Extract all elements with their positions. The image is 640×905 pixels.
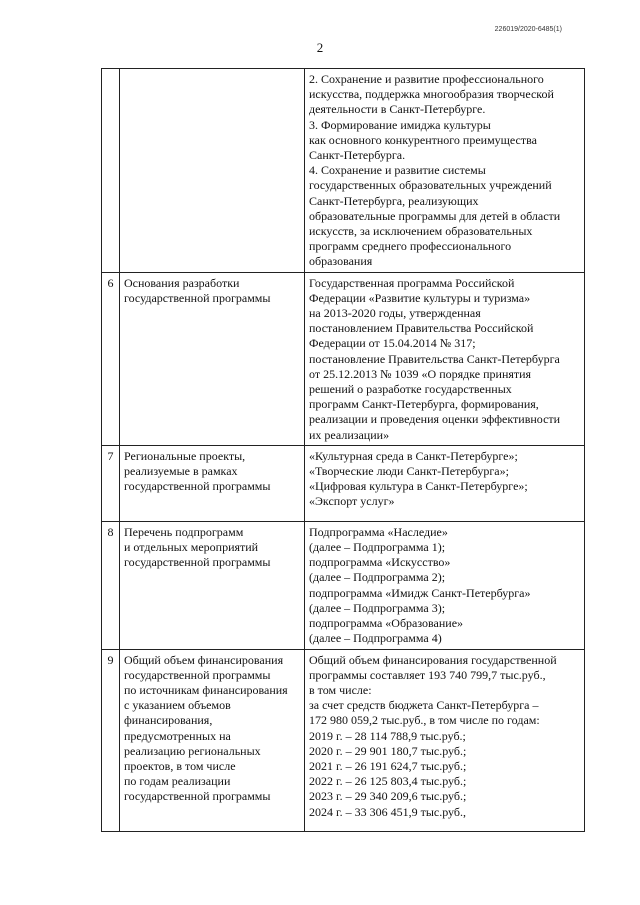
title-line: Региональные проекты, (124, 448, 246, 463)
content-line: 2023 г. – 29 340 209,6 тыс.руб.; (309, 789, 467, 804)
content-line: на 2013-2020 годы, утвержденная (309, 306, 481, 321)
content-line: 2024 г. – 33 306 451,9 тыс.руб., (309, 804, 466, 819)
content-line: Федерации от 15.04.2014 № 317; (309, 336, 476, 351)
content-line: (далее – Подпрограмма 2); (309, 570, 446, 585)
title-line: по источникам финансирования (124, 682, 288, 697)
content-line: за счет средств бюджета Санкт-Петербурга – (309, 698, 539, 713)
content-line: 2019 г. – 28 114 788,9 тыс.руб.; (309, 728, 466, 743)
content-line: в том числе: (309, 682, 372, 697)
content-line: постановление Правительства Санкт-Петербурга (309, 351, 560, 366)
content-line: «Экспорт услуг» (309, 494, 395, 509)
content-line: государственных образовательных учреждений (309, 178, 552, 193)
row-number: 8 (102, 521, 120, 649)
title-line: государственной программы (124, 667, 271, 682)
content-line: 172 980 059,2 тыс.руб., в том числе по годам: (309, 713, 540, 728)
title-line: и отдельных мероприятий (124, 540, 259, 555)
row-title (120, 272, 305, 445)
title-line: государственной программы (124, 789, 271, 804)
page-number: 2 (316, 40, 324, 55)
content-line: Санкт-Петербурга. (309, 148, 406, 163)
content-line: образовательные программы для детей в области (309, 208, 561, 223)
title-line: по годам реализации (124, 774, 231, 789)
content-line: их реализации» (309, 427, 390, 442)
content-line: 2. Сохранение и развитие профессионального (309, 72, 544, 86)
content-line: (далее – Подпрограмма 3); (309, 600, 446, 615)
title-line: государственной программы (124, 290, 271, 305)
row-content (305, 69, 585, 273)
content-line: постановлением Правительства Российской (309, 321, 534, 336)
content-line: от 25.12.2013 № 1039 «О порядке принятия (309, 366, 532, 381)
row-number (102, 69, 120, 273)
title-line: государственной программы (124, 555, 271, 570)
row-content (305, 649, 585, 831)
title-line: проектов, в том числе (124, 758, 236, 773)
content-line: 2020 г. – 29 901 180,7 тыс.руб.; (309, 743, 467, 758)
content-line: искусств, за исключением образовательных (309, 224, 533, 239)
content-line: Государственная программа Российской (309, 275, 515, 290)
table-row (102, 649, 585, 831)
title-line: реализуемые в рамках (124, 464, 238, 479)
title-line: реализацию региональных (124, 743, 261, 758)
content-line: Федерации «Развитие культуры и туризма» (309, 290, 531, 305)
row-title (120, 649, 305, 831)
table-row (102, 521, 585, 649)
content-line: Общий объем финансирования государственной (309, 652, 557, 667)
row-content (305, 445, 585, 521)
content-line: Подпрограмма «Наследие» (309, 524, 448, 539)
row-number: 6 (102, 272, 120, 445)
content-line: (далее – Подпрограмма 4) (309, 631, 442, 646)
content-line: деятельности в Санкт-Петербурге. (309, 102, 486, 117)
content-line: решений о разработке государственных (309, 382, 512, 397)
content-line: (далее – Подпрограмма 1); (309, 540, 446, 555)
row-content (305, 272, 585, 445)
table-row (102, 69, 585, 273)
row-number: 9 (102, 649, 120, 831)
content-line: образования (309, 254, 373, 269)
content-line: 3. Формирование имиджа культуры (309, 117, 491, 132)
content-line: «Культурная среда в Санкт-Петербурге»; (309, 448, 518, 463)
title-line: Перечень подпрограмм (124, 524, 244, 539)
content-line: программ Санкт-Петербурга, формирования, (309, 397, 539, 412)
program-passport-table (101, 68, 585, 832)
title-line: с указанием объемов (124, 698, 231, 713)
title-line: государственной программы (124, 479, 271, 494)
row-content (305, 521, 585, 649)
content-line: подпрограмма «Имидж Санкт-Петербурга» (309, 585, 531, 600)
title-line: Общий объем финансирования (124, 652, 284, 667)
content-line: программ среднего профессионального (309, 239, 512, 254)
content-line: реализации и проведения оценки эффективности (309, 412, 561, 427)
row-number: 7 (102, 445, 120, 521)
row-title (120, 445, 305, 521)
document-id: 226019/2020-6485(1) (494, 26, 562, 33)
content-line: 2022 г. – 26 125 803,4 тыс.руб.; (309, 774, 467, 789)
row-title (120, 69, 305, 273)
row-title (120, 521, 305, 649)
title-line: Основания разработки (124, 275, 240, 290)
title-line: финансирования, (124, 713, 213, 728)
content-line: 4. Сохранение и развитие системы (309, 163, 486, 178)
content-line: «Творческие люди Санкт-Петербурга»; (309, 464, 509, 479)
content-line: программы составляет 193 740 799,7 тыс.руб., (309, 667, 546, 682)
content-line: 2021 г. – 26 191 624,7 тыс.руб.; (309, 758, 467, 773)
content-line: «Цифровая культура в Санкт-Петербурге»; (309, 479, 528, 494)
content-line: искусства, поддержка многообразия творческой (309, 87, 554, 102)
content-line: Санкт-Петербурга, реализующих (309, 193, 479, 208)
content-line: подпрограмма «Искусство» (309, 555, 451, 570)
title-line: предусмотренных на (124, 728, 231, 743)
table-row (102, 272, 585, 445)
content-line: как основного конкурентного преимущества (309, 132, 537, 147)
table-row (102, 445, 585, 521)
content-line: подпрограмма «Образование» (309, 616, 464, 631)
